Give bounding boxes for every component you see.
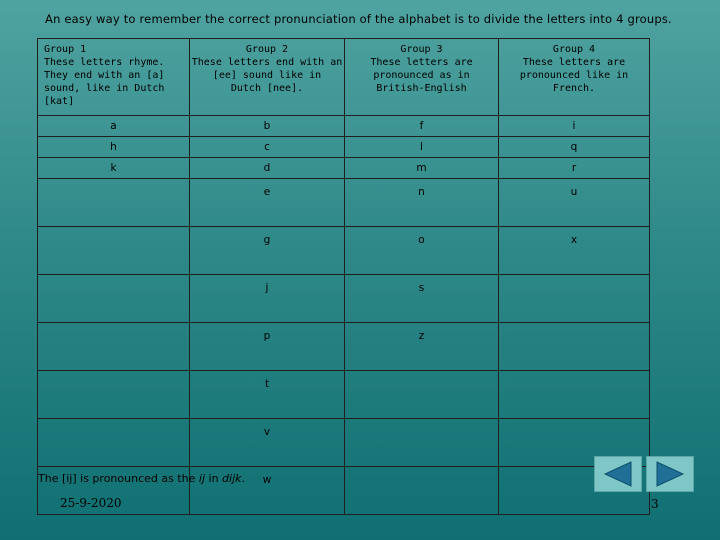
letter-cell	[345, 467, 499, 515]
letter-cell: t	[190, 371, 345, 419]
table-row	[38, 371, 650, 419]
group-4-heading-text: Group 4 These letters are pronounced like in French.	[519, 44, 629, 94]
letter-cell: w	[190, 467, 345, 515]
letter-cell	[499, 323, 650, 371]
slide-title: An easy way to remember the correct pronunciation of the alphabet is to divide the letters into 4 groups.	[45, 12, 672, 26]
table-row	[38, 137, 650, 158]
letter-cell: r	[499, 158, 650, 179]
letter-cell: h	[38, 137, 190, 158]
letter-cell: k	[38, 158, 190, 179]
letter-cell: o	[345, 227, 499, 275]
group-1-heading-text: Group 1 These letters rhyme. They end with an [a] sound, like in Dutch [kat]	[44, 44, 165, 107]
table-row	[38, 419, 650, 467]
group-2-header	[190, 39, 345, 116]
letter-cell	[38, 323, 190, 371]
triangle-left-icon	[603, 461, 633, 487]
letter-cell	[38, 419, 190, 467]
letter-cell: u	[499, 179, 650, 227]
letter-cell: d	[190, 158, 345, 179]
footnote-prefix: The [ij] is pronounced as the	[38, 472, 199, 485]
table-row	[38, 227, 650, 275]
letter-cell	[499, 275, 650, 323]
letter-cell: i	[499, 116, 650, 137]
group-2-heading-text: Group 2 These letters end with an [ee] sound like in Dutch [nee].	[191, 44, 343, 94]
footnote-word: dijk	[222, 472, 242, 485]
table-row	[38, 179, 650, 227]
footnote-suffix: .	[241, 472, 246, 485]
letter-cell	[38, 371, 190, 419]
letter-cell: x	[499, 227, 650, 275]
next-slide-button[interactable]	[646, 456, 694, 492]
table-row	[38, 275, 650, 323]
table-header-row	[38, 39, 650, 116]
letter-cell: v	[190, 419, 345, 467]
slide-date: 25-9-2020	[60, 496, 122, 510]
footnote-ij: ij	[198, 472, 206, 485]
letter-cell	[499, 371, 650, 419]
group-3-heading-text: Group 3 These letters are pronounced as in British-English	[370, 44, 473, 94]
footnote-middle: in	[205, 472, 223, 485]
table-row	[38, 158, 650, 179]
triangle-right-icon	[655, 461, 685, 487]
letter-cell: b	[190, 116, 345, 137]
letter-cell: a	[38, 116, 190, 137]
group-1-header	[38, 39, 190, 116]
table-row	[38, 116, 650, 137]
group-3-header	[345, 39, 499, 116]
letter-cell: l	[345, 137, 499, 158]
letter-cell	[345, 419, 499, 467]
letter-cell	[38, 179, 190, 227]
letter-cell	[345, 371, 499, 419]
alphabet-groups-table	[37, 38, 650, 515]
footnote	[38, 472, 245, 485]
letter-cell: g	[190, 227, 345, 275]
letter-cell: p	[190, 323, 345, 371]
group-4-header	[499, 39, 650, 116]
letter-cell: z	[345, 323, 499, 371]
letter-cell: n	[345, 179, 499, 227]
letter-cell: e	[190, 179, 345, 227]
letter-cell	[38, 227, 190, 275]
letter-cell: f	[345, 116, 499, 137]
previous-slide-button[interactable]	[594, 456, 642, 492]
letter-cell: m	[345, 158, 499, 179]
page-number: 3	[651, 497, 659, 511]
letter-cell: c	[190, 137, 345, 158]
letter-cell: j	[190, 275, 345, 323]
letter-cell: q	[499, 137, 650, 158]
letter-cell: s	[345, 275, 499, 323]
letter-cell	[38, 275, 190, 323]
table-row	[38, 323, 650, 371]
